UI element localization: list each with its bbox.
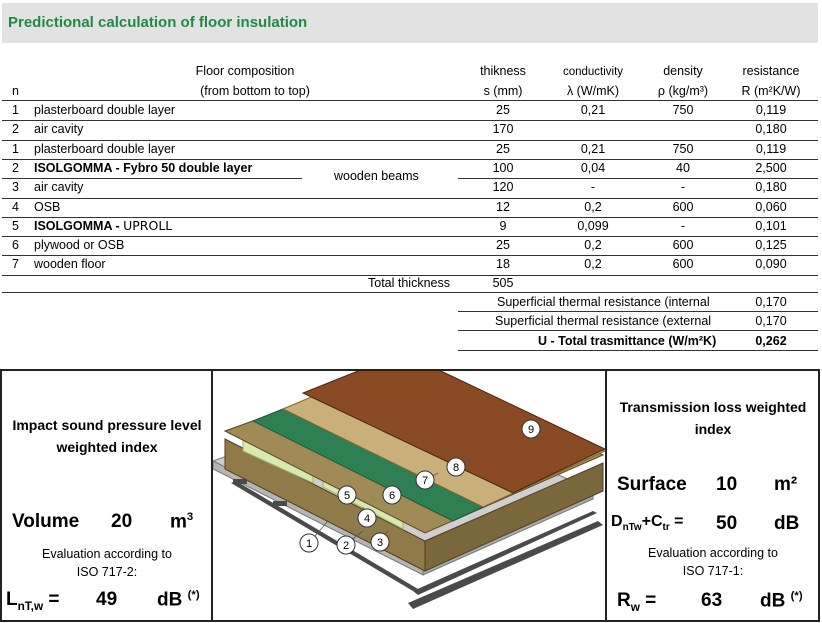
row-conductivity: 0,04	[580, 161, 606, 175]
transmission-heading-1: Transmission loss weighted	[619, 399, 807, 415]
page-title: Predictional calculation of floor insulation	[8, 14, 308, 31]
callout-number: 1	[305, 538, 313, 550]
row-conductivity: 0,21	[580, 142, 606, 156]
header-resistance-1: resistance	[742, 64, 800, 78]
row-thickness: 9	[499, 219, 507, 233]
row-density: 750	[672, 103, 694, 117]
callout-number: 8	[452, 462, 460, 474]
impact-heading-1: Impact sound pressure level	[12, 417, 202, 433]
row-density: 600	[672, 238, 694, 252]
row-number: 6	[12, 238, 19, 252]
header-conductivity-1: conductivity	[562, 66, 624, 78]
row-number: 1	[12, 142, 19, 156]
row-thickness: 25	[496, 238, 510, 252]
row-layer-name: ISOLGOMMA - UPROLL	[34, 218, 173, 233]
surface-label: Surface	[617, 474, 687, 495]
lntw-value: 49	[96, 589, 118, 610]
internal-divider	[458, 311, 818, 312]
header-conductivity-2: λ (W/mK)	[566, 84, 620, 98]
external-divider	[458, 330, 818, 331]
row-number: 5	[12, 219, 19, 233]
row-thickness: 12	[496, 200, 510, 214]
row-layer-name: plasterboard double layer	[34, 142, 176, 156]
callout-number: 6	[388, 490, 396, 502]
row-density: 40	[676, 161, 690, 175]
total-thickness-value: 505	[492, 276, 514, 290]
row-number: 4	[12, 200, 19, 214]
impact-eval-1: Evaluation according to	[42, 547, 172, 561]
row-density: -	[680, 180, 686, 194]
header-divider	[2, 100, 818, 101]
row-layer-name: plasterboard double layer	[34, 103, 176, 117]
volume-label: Volume	[12, 511, 80, 532]
row-thickness: 18	[496, 257, 510, 271]
floor-section-diagram	[213, 371, 605, 621]
row-thickness: 170	[492, 122, 514, 136]
internal-resistance-label: Superficial thermal resistance (internal	[497, 295, 710, 309]
impact-eval-2: ISO 717-2:	[76, 565, 138, 579]
row-number: 2	[12, 122, 19, 136]
external-resistance-label: Superficial thermal resistance (external	[495, 314, 712, 328]
impact-heading-2: weighted index	[56, 439, 158, 455]
row-density: -	[680, 219, 686, 233]
lntw-unit: dB (*)	[157, 589, 200, 611]
surface-value: 10	[716, 474, 738, 495]
header-n: n	[12, 84, 19, 98]
row-layer-name: OSB	[34, 200, 61, 214]
rw-symbol: $R_w$ =	[617, 590, 657, 614]
row-number: 2	[12, 161, 19, 175]
panel-divider-right	[605, 369, 607, 622]
u-divider	[458, 350, 818, 351]
header-resistance-2: R (m²K/W)	[741, 84, 801, 98]
transmission-heading-2: index	[694, 421, 732, 437]
u-total-value: 0,262	[755, 334, 787, 348]
title-bar	[2, 3, 818, 43]
row-resistance: 0,125	[755, 238, 787, 252]
row-thickness: 100	[492, 161, 514, 175]
row-resistance: 0,119	[755, 142, 787, 156]
callout-number: 5	[343, 490, 351, 502]
total-thickness-label: Total thickness	[368, 276, 450, 290]
rw-unit: dB (*)	[760, 590, 803, 612]
row-thickness: 25	[496, 103, 510, 117]
dntw-value: 50	[716, 513, 738, 534]
transmission-eval-2: ISO 717-1:	[682, 564, 744, 578]
row-resistance: 0,090	[755, 257, 787, 271]
dntw-unit: dB	[774, 513, 800, 534]
lntw-symbol: $L_{nT,w}$ =	[6, 589, 60, 613]
external-resistance-value: 0,170	[755, 314, 787, 328]
row-thickness: 120	[492, 180, 514, 194]
u-total-label: U - Total trasmittance (W/m²K)	[538, 334, 717, 348]
row-conductivity: 0,2	[584, 257, 602, 271]
row-layer-name: air cavity	[34, 180, 84, 194]
header-thickness-1: thikness	[480, 64, 526, 78]
row-layer-name: air cavity	[34, 122, 84, 136]
row-number: 3	[12, 180, 19, 194]
internal-resistance-value: 0,170	[755, 295, 787, 309]
row-conductivity: 0,21	[580, 103, 606, 117]
callout-number: 3	[376, 537, 384, 549]
row-resistance: 0,119	[755, 103, 787, 117]
row-layer-name: wooden floor	[34, 257, 106, 271]
row-divider	[2, 120, 818, 121]
row-resistance: 0,180	[755, 122, 787, 136]
surface-unit: m²	[774, 474, 798, 495]
volume-unit: $m^3$	[170, 511, 194, 533]
transmission-eval-1: Evaluation according to	[648, 546, 778, 560]
row-layer-name: plywood or OSB	[34, 238, 125, 252]
row-thickness: 25	[496, 142, 510, 156]
header-composition-1: Floor composition	[195, 64, 295, 78]
header-composition-2: (from bottom to top)	[200, 84, 310, 98]
row-resistance: 0,101	[755, 219, 787, 233]
row-resistance: 2,500	[755, 161, 787, 175]
row-conductivity: 0,2	[584, 200, 602, 214]
callout-number: 4	[363, 513, 371, 525]
row-conductivity: -	[590, 180, 596, 194]
header-thickness-2: s (mm)	[483, 84, 523, 98]
row-number: 1	[12, 103, 19, 117]
callout-number: 9	[527, 424, 535, 436]
wooden-beams-label: wooden beams	[334, 169, 419, 183]
callout-number: 2	[342, 540, 350, 552]
row-number: 7	[12, 257, 19, 271]
rw-value: 63	[701, 590, 723, 611]
row-density: 600	[672, 257, 694, 271]
total-divider	[2, 292, 818, 293]
row-density: 750	[672, 142, 694, 156]
row-layer-name: ISOLGOMMA - Fybro 50 double layer	[34, 161, 253, 175]
header-density-1: density	[663, 64, 703, 78]
header-density-2: ρ (kg/m³)	[657, 84, 709, 98]
row-conductivity: 0,099	[577, 219, 609, 233]
callout-number: 7	[421, 475, 429, 487]
dntw-symbol: $D_{nTw}+C_{tr}$ =	[611, 513, 684, 534]
row-resistance: 0,060	[755, 200, 787, 214]
row-density: 600	[672, 200, 694, 214]
row-resistance: 0,180	[755, 180, 787, 194]
volume-value: 20	[111, 511, 133, 532]
row-conductivity: 0,2	[584, 238, 602, 252]
